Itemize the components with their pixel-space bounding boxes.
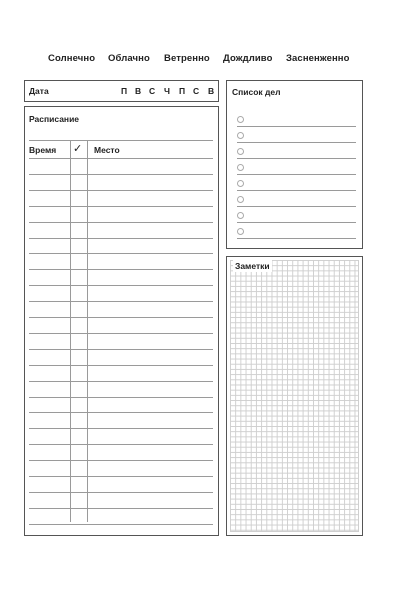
schedule-row[interactable] bbox=[29, 397, 213, 398]
todo-item[interactable] bbox=[237, 207, 356, 223]
day-friday[interactable]: П bbox=[179, 86, 186, 96]
weather-option-sunny[interactable]: Солнечно bbox=[48, 53, 96, 64]
schedule-row[interactable] bbox=[29, 174, 213, 175]
weather-options bbox=[24, 53, 362, 67]
schedule-row[interactable] bbox=[29, 238, 213, 239]
schedule-row[interactable] bbox=[29, 428, 213, 429]
schedule-row[interactable] bbox=[29, 333, 213, 334]
place-column-header: Место bbox=[94, 145, 120, 155]
schedule-row[interactable] bbox=[29, 524, 213, 525]
todo-item[interactable] bbox=[237, 175, 356, 191]
todo-checkbox-icon[interactable] bbox=[237, 196, 244, 203]
todo-item[interactable] bbox=[237, 143, 356, 159]
weather-option-cloudy[interactable]: Облачно bbox=[108, 53, 150, 64]
todo-checkbox-icon[interactable] bbox=[237, 148, 244, 155]
todo-title: Список дел bbox=[232, 87, 281, 97]
notes-grid[interactable] bbox=[230, 260, 359, 532]
date-box bbox=[24, 80, 219, 102]
day-wednesday[interactable]: С bbox=[149, 86, 156, 96]
schedule-box bbox=[24, 106, 219, 536]
day-saturday[interactable]: С bbox=[193, 86, 200, 96]
schedule-row[interactable] bbox=[29, 349, 213, 350]
schedule-row[interactable] bbox=[29, 269, 213, 270]
schedule-row[interactable] bbox=[29, 301, 213, 302]
schedule-title: Расписание bbox=[29, 114, 80, 124]
check-column-divider-left bbox=[70, 140, 71, 522]
schedule-row[interactable] bbox=[29, 412, 213, 413]
todo-checkbox-icon[interactable] bbox=[237, 180, 244, 187]
todo-checkbox-icon[interactable] bbox=[237, 116, 244, 123]
notes-title: Заметки bbox=[235, 261, 270, 271]
schedule-row[interactable] bbox=[29, 476, 213, 477]
todo-item[interactable] bbox=[237, 191, 356, 207]
weather-option-rainy[interactable]: Дождливо bbox=[223, 53, 273, 64]
schedule-row[interactable] bbox=[29, 317, 213, 318]
schedule-row[interactable] bbox=[29, 285, 213, 286]
schedule-row[interactable] bbox=[29, 460, 213, 461]
todo-item[interactable] bbox=[237, 127, 356, 143]
day-tuesday[interactable]: В bbox=[135, 86, 142, 96]
schedule-row[interactable] bbox=[29, 190, 213, 191]
schedule-row[interactable] bbox=[29, 158, 213, 159]
day-sunday[interactable]: В bbox=[208, 86, 215, 96]
todo-box bbox=[226, 80, 363, 249]
time-column-header: Время bbox=[29, 145, 57, 155]
date-label: Дата bbox=[29, 86, 49, 96]
check-column-divider-right bbox=[87, 140, 88, 522]
todo-item[interactable] bbox=[237, 111, 356, 127]
todo-checkbox-icon[interactable] bbox=[237, 164, 244, 171]
weather-option-windy[interactable]: Ветренно bbox=[164, 53, 210, 64]
day-monday[interactable]: П bbox=[121, 86, 128, 96]
day-thursday[interactable]: Ч bbox=[164, 86, 170, 96]
todo-checkbox-icon[interactable] bbox=[237, 212, 244, 219]
schedule-title-divider bbox=[29, 140, 213, 141]
schedule-row[interactable] bbox=[29, 365, 213, 366]
todo-item[interactable] bbox=[237, 159, 356, 175]
schedule-row[interactable] bbox=[29, 381, 213, 382]
schedule-row[interactable] bbox=[29, 253, 213, 254]
check-column-header: ✓ bbox=[73, 143, 83, 155]
schedule-row[interactable] bbox=[29, 508, 213, 509]
notes-box bbox=[226, 256, 363, 536]
todo-checkbox-icon[interactable] bbox=[237, 228, 244, 235]
weather-option-snowy[interactable]: Засненженно bbox=[286, 53, 350, 64]
todo-checkbox-icon[interactable] bbox=[237, 132, 244, 139]
schedule-row[interactable] bbox=[29, 492, 213, 493]
schedule-row[interactable] bbox=[29, 222, 213, 223]
schedule-row[interactable] bbox=[29, 206, 213, 207]
todo-item[interactable] bbox=[237, 223, 356, 239]
schedule-row[interactable] bbox=[29, 444, 213, 445]
